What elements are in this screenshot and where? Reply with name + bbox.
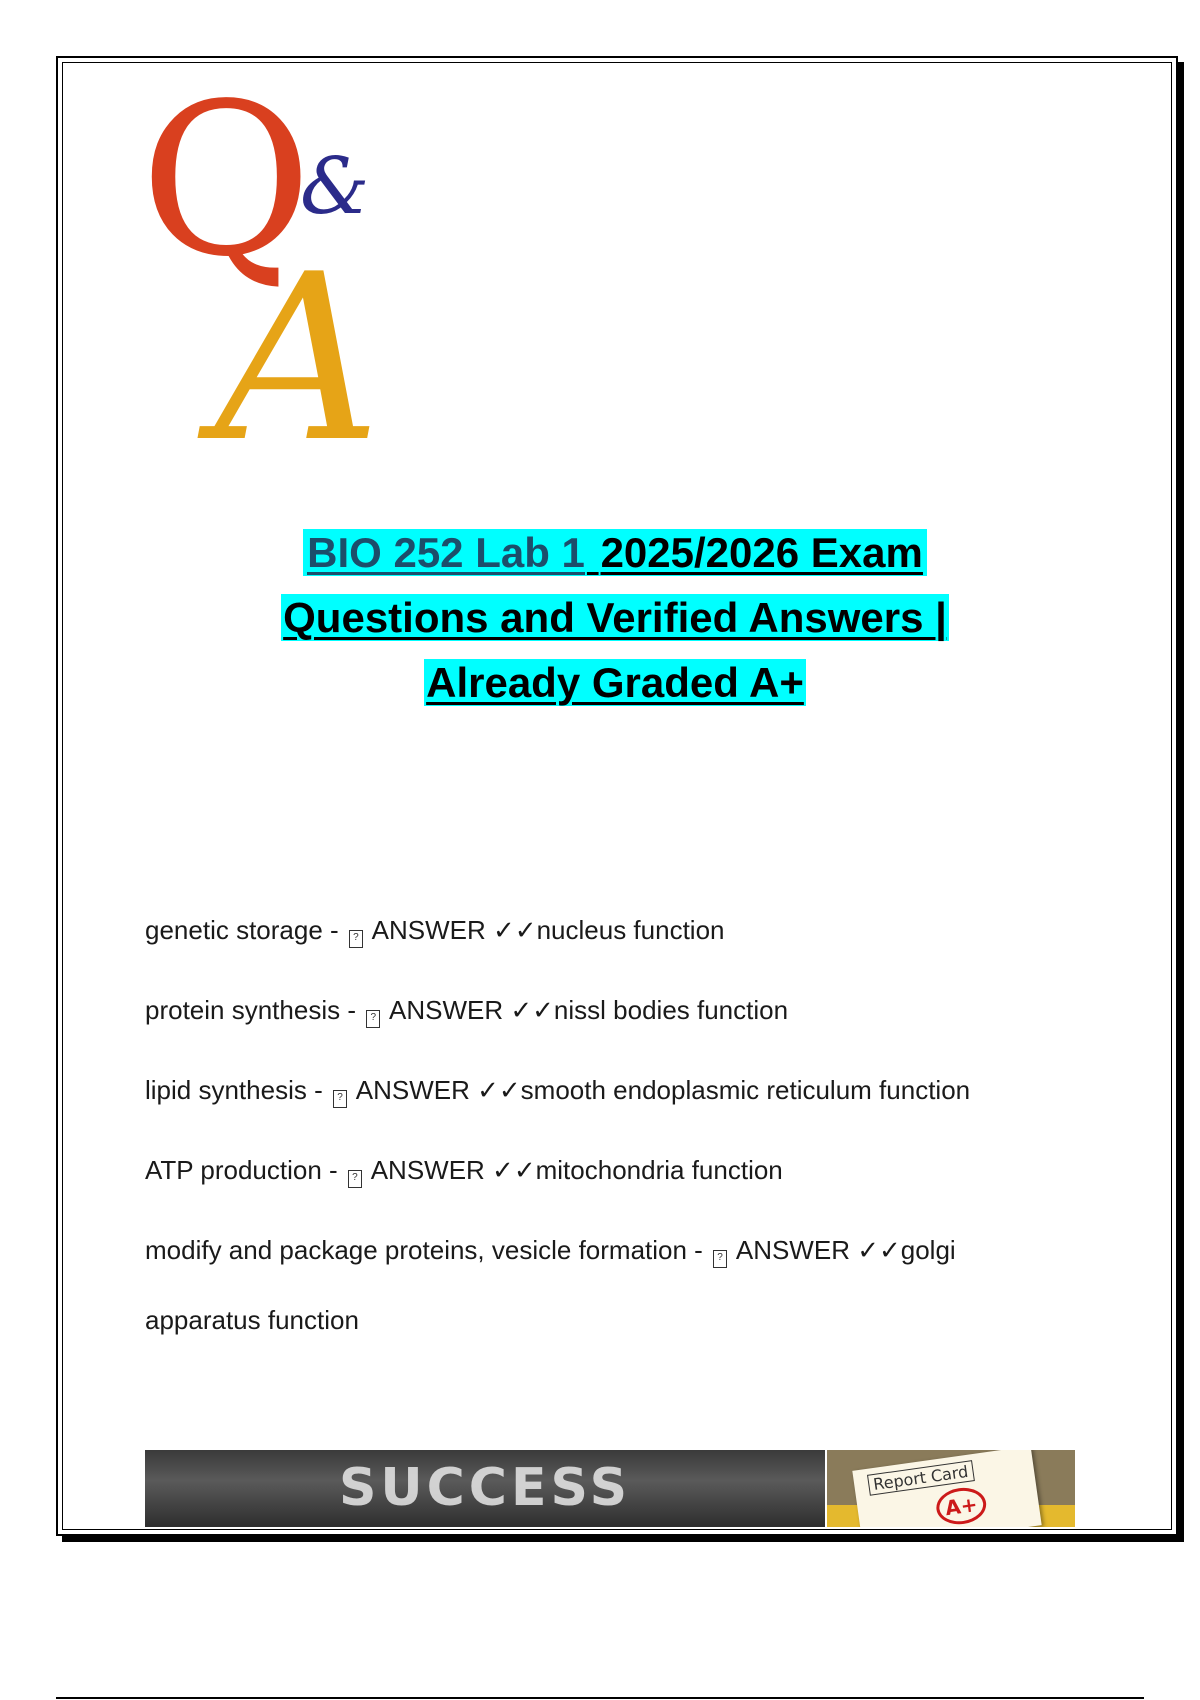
answer-prefix: ANSWER ✓✓ — [365, 915, 537, 945]
qa-item — [145, 1135, 1075, 1205]
logo-q-letter: Q — [140, 68, 313, 303]
qa-item — [145, 975, 1075, 1045]
logo-a-letter: A — [215, 226, 382, 448]
missing-glyph-icon: ? — [348, 1170, 362, 1188]
title-course: BIO 252 Lab 1 — [307, 529, 585, 576]
answer-text: nissl bodies function — [553, 995, 789, 1025]
missing-glyph-icon: ? — [366, 1010, 380, 1028]
qa-item — [145, 895, 1075, 965]
question-text: genetic storage - — [145, 915, 346, 945]
title-line-1 — [303, 529, 927, 576]
success-banner-text: SUCCESS — [338, 1458, 632, 1518]
answer-text: smooth endoplasmic reticulum function — [520, 1075, 971, 1105]
report-card-image — [827, 1450, 1075, 1527]
success-banner — [145, 1450, 825, 1527]
title-line-2: Questions and Verified Answers | — [283, 594, 947, 641]
answer-prefix: ANSWER ✓✓ — [349, 1075, 521, 1105]
missing-glyph-icon: ? — [333, 1090, 347, 1108]
missing-glyph-icon: ? — [713, 1250, 727, 1268]
report-card-sheet — [852, 1450, 1041, 1527]
logo-ampersand: & — [300, 142, 370, 232]
answer-text: nucleus function — [536, 915, 725, 945]
qa-item — [145, 1055, 1075, 1125]
footer-rule — [56, 1697, 1144, 1699]
title-line-3: Already Graded A+ — [426, 659, 804, 706]
question-text: lipid synthesis - — [145, 1075, 330, 1105]
qa-logo — [140, 68, 440, 448]
answer-prefix: ANSWER ✓✓ — [364, 1155, 536, 1185]
qa-item — [145, 1215, 1045, 1355]
answer-prefix: ANSWER ✓✓ — [730, 1235, 901, 1265]
qa-list — [145, 895, 1075, 1355]
answer-text: golgi apparatus function — [145, 1235, 956, 1335]
missing-glyph-icon: ? — [349, 930, 363, 948]
answer-text: mitochondria function — [535, 1155, 783, 1185]
document-title — [150, 520, 1080, 715]
grade-circle: A+ — [934, 1485, 989, 1527]
report-card-label: Report Card — [867, 1460, 974, 1495]
answer-prefix: ANSWER ✓✓ — [383, 995, 554, 1025]
question-text: modify and package proteins, vesicle formation - — [145, 1235, 711, 1265]
title-year: 2025/2026 Exam — [600, 529, 923, 576]
question-text: protein synthesis - — [145, 995, 364, 1025]
question-text: ATP production - — [145, 1155, 345, 1185]
